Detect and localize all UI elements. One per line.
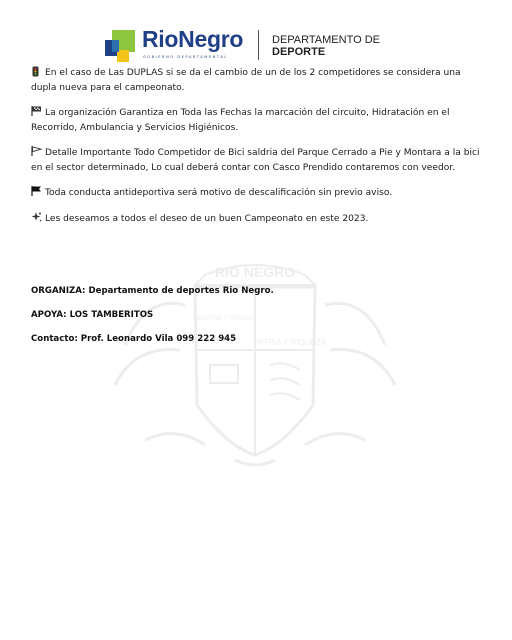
rule-conducta [31,186,483,201]
rules-content [31,66,483,237]
department-label: DEPARTAMENTO DE [272,34,380,46]
rule-parque-cerrado-text: Detalle Importante Todo Competidor de Bici saldria del Parque Cerrado a Pie y Montara a la bici en el sector determinado, Lo cual deberá contar con Casco Prendido contaremos con veedor. [31,148,480,173]
rule-organizacion-text: La organización Garantiza en Toda las Fechas la marcación del circuito, Hidratación en el Recorrido, Ambulancia y Servicios Higiénicos. [31,108,450,133]
apoya-line: APOYA: LOS TAMBERITOS [31,310,154,320]
header [0,26,512,66]
organiza-line: ORGANIZA: Departamento de deportes Rio Negro. [31,286,274,296]
watermark-right-text: PATRIA Y RIQUEZA [253,338,327,347]
black-flag-icon [31,186,42,196]
department-name: DEPORTE [272,46,326,58]
logo-subtitle: GOBIERNO DEPARTAMENTAL [143,55,228,59]
traffic-light-icon [31,66,42,76]
rule-duplas-text: En el caso de Las DUPLAS si se da el cambio de un de los 2 competidores se considera una dupla nueva para el campeonato. [31,68,461,93]
outline-flag-icon [31,146,42,156]
rule-deseo-text: Les deseamos a todos el deseo de un buen Campeonato en este 2023. [45,213,369,224]
rule-conducta-text: Toda conducta antideportiva será motivo de descalificación sin previo aviso. [45,188,393,198]
sparkle-icon [31,212,42,222]
watermark-band-text: LIBERTAD Y TRABAJO [193,316,257,322]
rule-organizacion [31,106,483,135]
rionegro-logo-mark [103,28,137,64]
rule-deseo [31,212,483,227]
flag-icon [31,106,42,116]
contacto-line: Contacto: Prof. Leonardo Vila 099 222 945 [31,334,237,344]
logo-name: RioNegro [142,26,244,52]
header-divider [258,30,259,60]
footer-info [31,285,274,357]
rule-parque-cerrado [31,146,483,175]
rule-duplas [31,66,483,95]
watermark-top-text: RIO NEGRO [214,264,296,280]
